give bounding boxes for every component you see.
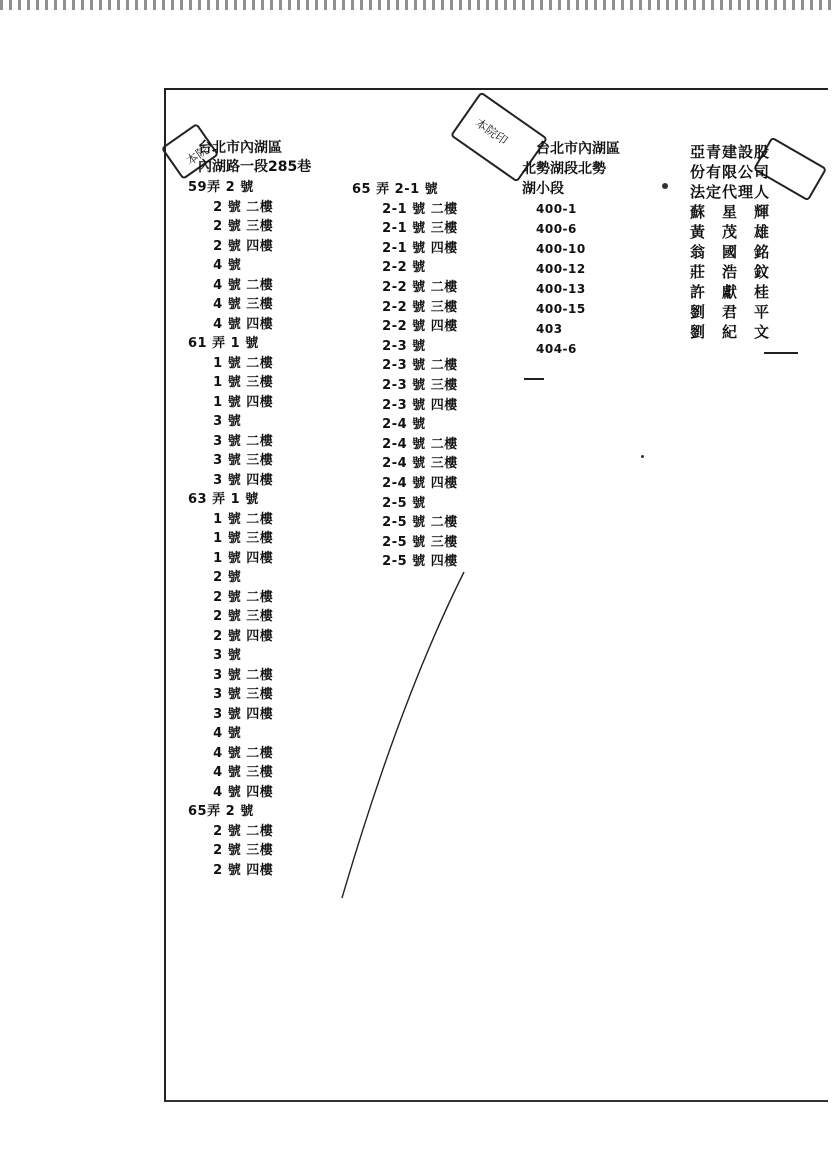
stamp-text: 本院印 [472,115,511,148]
address-row: 2 號 三樓 [188,843,274,858]
col3-header-city: 台北市內湖區 [536,141,620,157]
scan-noise [0,0,832,10]
address-row: 2-1 號 四樓 [352,240,458,256]
address-row: 2-1 號 三樓 [352,221,458,237]
owner-line: 蘇 星 輝 [690,203,771,221]
stamp-text: 本院 [183,142,212,169]
divider-line [764,352,798,354]
address-row: 61 弄 1 號 [188,336,259,351]
owner-line: 亞青建設股 [690,143,771,161]
col1-header-road: 內湖路一段285巷 [198,159,312,175]
owner-line: 劉 君 平 [690,303,771,321]
address-row: 2 號 四樓 [188,628,274,644]
address-row: 4 號 三樓 [188,765,274,780]
address-row: 2-5 號 二樓 [352,515,458,531]
address-row: 2-5 號 三樓 [352,534,458,550]
address-row: 400-6 [536,222,577,236]
address-row: 2 號 四樓 [188,238,274,254]
address-row: 4 號 四樓 [188,316,274,332]
address-row: 4 號 三樓 [188,297,274,312]
scan-dot [662,183,668,189]
address-row: 3 號 三樓 [188,453,274,468]
address-row: 2-5 號 四樓 [352,554,458,570]
address-row: 4 號 四樓 [188,784,274,800]
address-row: 4 號 二樓 [188,277,274,293]
address-row: 400-13 [536,282,586,296]
address-row: 400-1 [536,202,577,216]
address-row: 2-4 號 [352,417,426,433]
address-row: 2 號 二樓 [188,589,274,605]
address-row: 4 號 [188,258,242,273]
address-row: 400-10 [536,242,586,256]
address-row: 404-6 [536,342,577,356]
address-row: 403 [536,322,563,336]
address-row: 2-2 號 三樓 [352,299,458,315]
address-row: 3 號 四樓 [188,706,274,722]
address-row: 2-4 號 四樓 [352,476,458,491]
address-row: 400-15 [536,302,586,316]
address-row: 2-2 號 四樓 [352,319,458,335]
address-row: 3 號 二樓 [188,433,274,449]
address-row: 2-3 號 三樓 [352,378,458,393]
address-row: 2 號 三樓 [188,609,274,624]
owner-line: 許 獻 桂 [690,283,771,301]
owner-line: 黃 茂 雄 [690,223,771,241]
address-row: 2 號 三樓 [188,219,274,234]
address-row: 400-12 [536,262,586,276]
address-row: 4 號 二樓 [188,745,274,761]
col4-owner-list [690,142,770,342]
owner-line: 法定代理人 [690,183,771,201]
address-row: 2 號 [188,570,242,585]
divider-line [524,378,544,380]
address-row: 3 號 三樓 [188,687,274,702]
owner-line: 份有限公司 [690,163,771,181]
address-row: 2-4 號 三樓 [352,456,458,472]
address-row: 65弄 2 號 [188,804,254,819]
address-row: 1 號 三樓 [188,375,274,390]
address-row: 1 號 四樓 [188,394,274,410]
address-row: 3 號 [188,414,242,429]
col3-header-subsection: 湖小段 [522,181,564,197]
address-row: 3 號 四樓 [188,472,274,488]
address-row: 2 號 二樓 [188,823,274,839]
address-row: 3 號 二樓 [188,667,274,683]
address-row: 1 號 三樓 [188,531,274,546]
address-row: 4 號 [188,726,242,741]
address-row: 2-3 號 二樓 [352,358,458,374]
address-row: 2-3 號 [352,338,426,354]
owner-line: 劉 紀 文 [690,323,771,341]
col3-header-section: 北勢湖段北勢 [522,161,606,177]
scan-dot [641,455,644,458]
address-row: 2-4 號 二樓 [352,436,458,452]
col1-header-city: 台北市內湖區 [198,140,282,156]
address-row: 63 弄 1 號 [188,492,259,507]
owner-line: 翁 國 銘 [690,243,771,261]
address-row: 2 號 二樓 [188,199,274,215]
owner-line: 莊 浩 鈫 [690,263,771,281]
address-row: 2-3 號 四樓 [352,397,458,413]
address-row: 65 弄 2-1 號 [352,182,439,197]
address-row: 1 號 四樓 [188,550,274,566]
address-row: 1 號 二樓 [188,511,274,527]
address-row: 59弄 2 號 [188,180,254,195]
address-row: 2-2 號 二樓 [352,280,458,295]
address-row: 2-2 號 [352,260,426,276]
address-row: 1 號 二樓 [188,355,274,371]
address-row: 2-1 號 二樓 [352,201,458,217]
address-row: 3 號 [188,648,242,663]
address-row: 2 號 四樓 [188,862,274,878]
address-row: 2-5 號 [352,495,426,511]
